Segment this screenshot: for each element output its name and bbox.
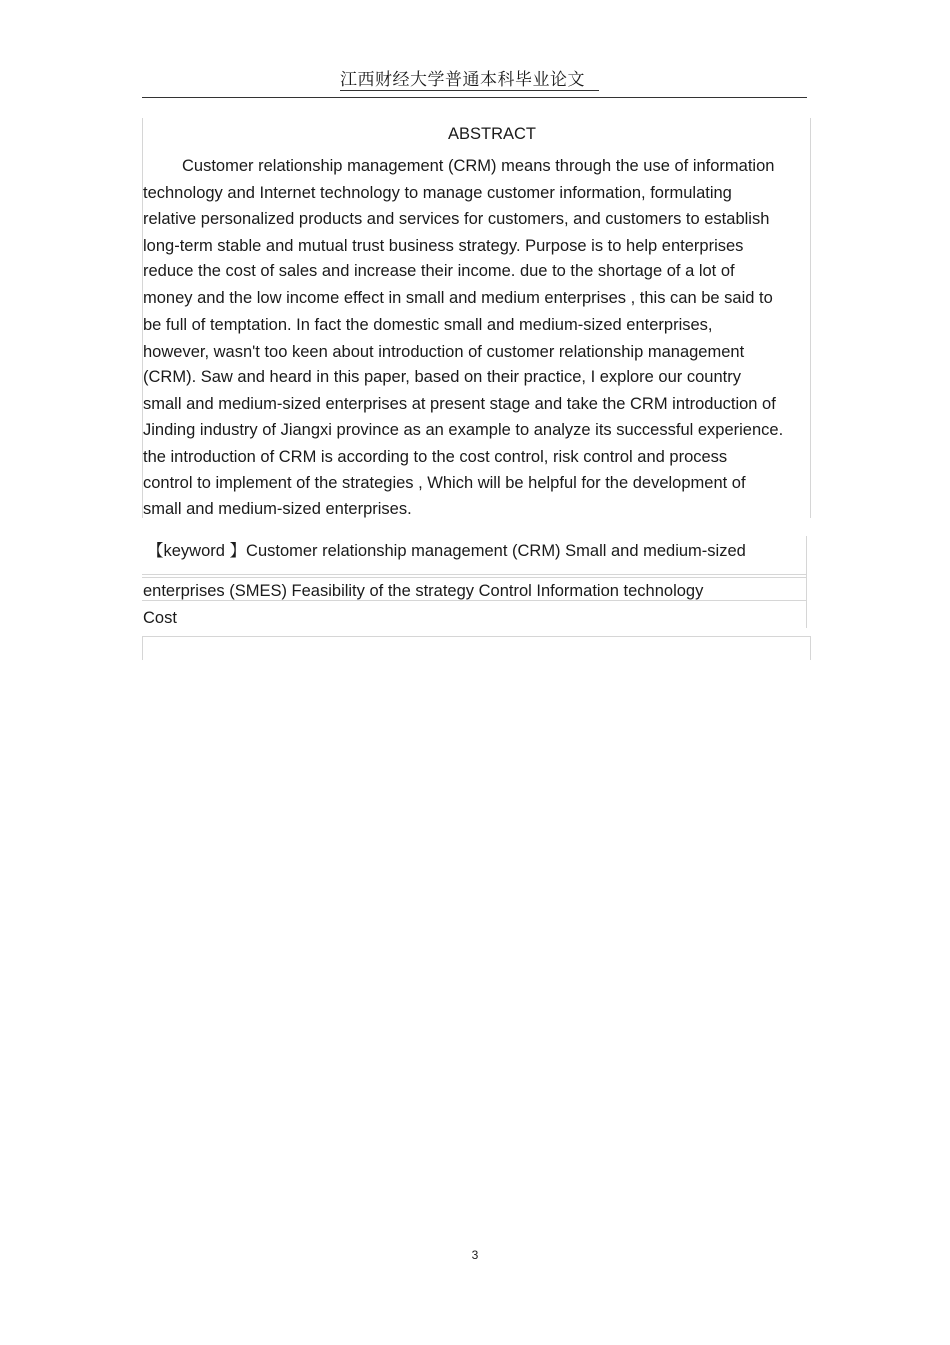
frame-right-line: [810, 118, 811, 518]
header-rule: [142, 97, 807, 98]
abstract-heading: ABSTRACT: [447, 125, 536, 143]
abstract-line: small and medium-sized enterprises at present stage and take the CRM introduction of: [143, 395, 776, 413]
keyword-divider-bottom: [142, 577, 807, 578]
keyword-divider-top: [142, 574, 807, 575]
abstract-line: Customer relationship management (CRM) means through the use of information: [182, 157, 775, 175]
abstract-line: (CRM). Saw and heard in this paper, based on their practice, I explore our country: [143, 368, 741, 386]
empty-box-left: [142, 636, 143, 660]
keyword-right-line: [806, 536, 807, 628]
empty-box-top: [142, 636, 811, 637]
abstract-line: small and medium-sized enterprises.: [143, 500, 412, 518]
abstract-line: be full of temptation. In fact the domestic small and medium-sized enterprises,: [143, 316, 713, 334]
keywords-line: 【keyword 】Customer relationship management (CRM) Small and medium-sized: [147, 542, 746, 560]
abstract-line: reduce the cost of sales and increase their income. due to the shortage of a lot of: [143, 262, 735, 280]
abstract-line: however, wasn't too keen about introduction of customer relationship management: [143, 343, 745, 361]
abstract-line: control to implement of the strategies , Which will be helpful for the development of: [143, 474, 746, 492]
abstract-line: Jinding industry of Jiangxi province as an example to analyze its successful experience.: [143, 421, 784, 439]
running-header-title: 江西财经大学普通本科毕业论文: [340, 70, 599, 91]
abstract-line: technology and Internet technology to manage customer information, formulating: [143, 184, 732, 202]
abstract-line: relative personalized products and services for customers, and customers to establish: [143, 210, 770, 228]
empty-box-right: [810, 636, 811, 660]
keywords-line: Cost: [143, 609, 177, 627]
page-number: 3: [471, 1248, 479, 1262]
abstract-line: money and the low income effect in small and medium enterprises , this can be said to: [143, 289, 773, 307]
keywords-line: enterprises (SMES) Feasibility of the strategy Control Information technology: [143, 582, 704, 600]
abstract-line: the introduction of CRM is according to the cost control, risk control and process: [143, 448, 728, 466]
abstract-line: long-term stable and mutual trust business strategy. Purpose is to help enterprises: [143, 237, 744, 255]
